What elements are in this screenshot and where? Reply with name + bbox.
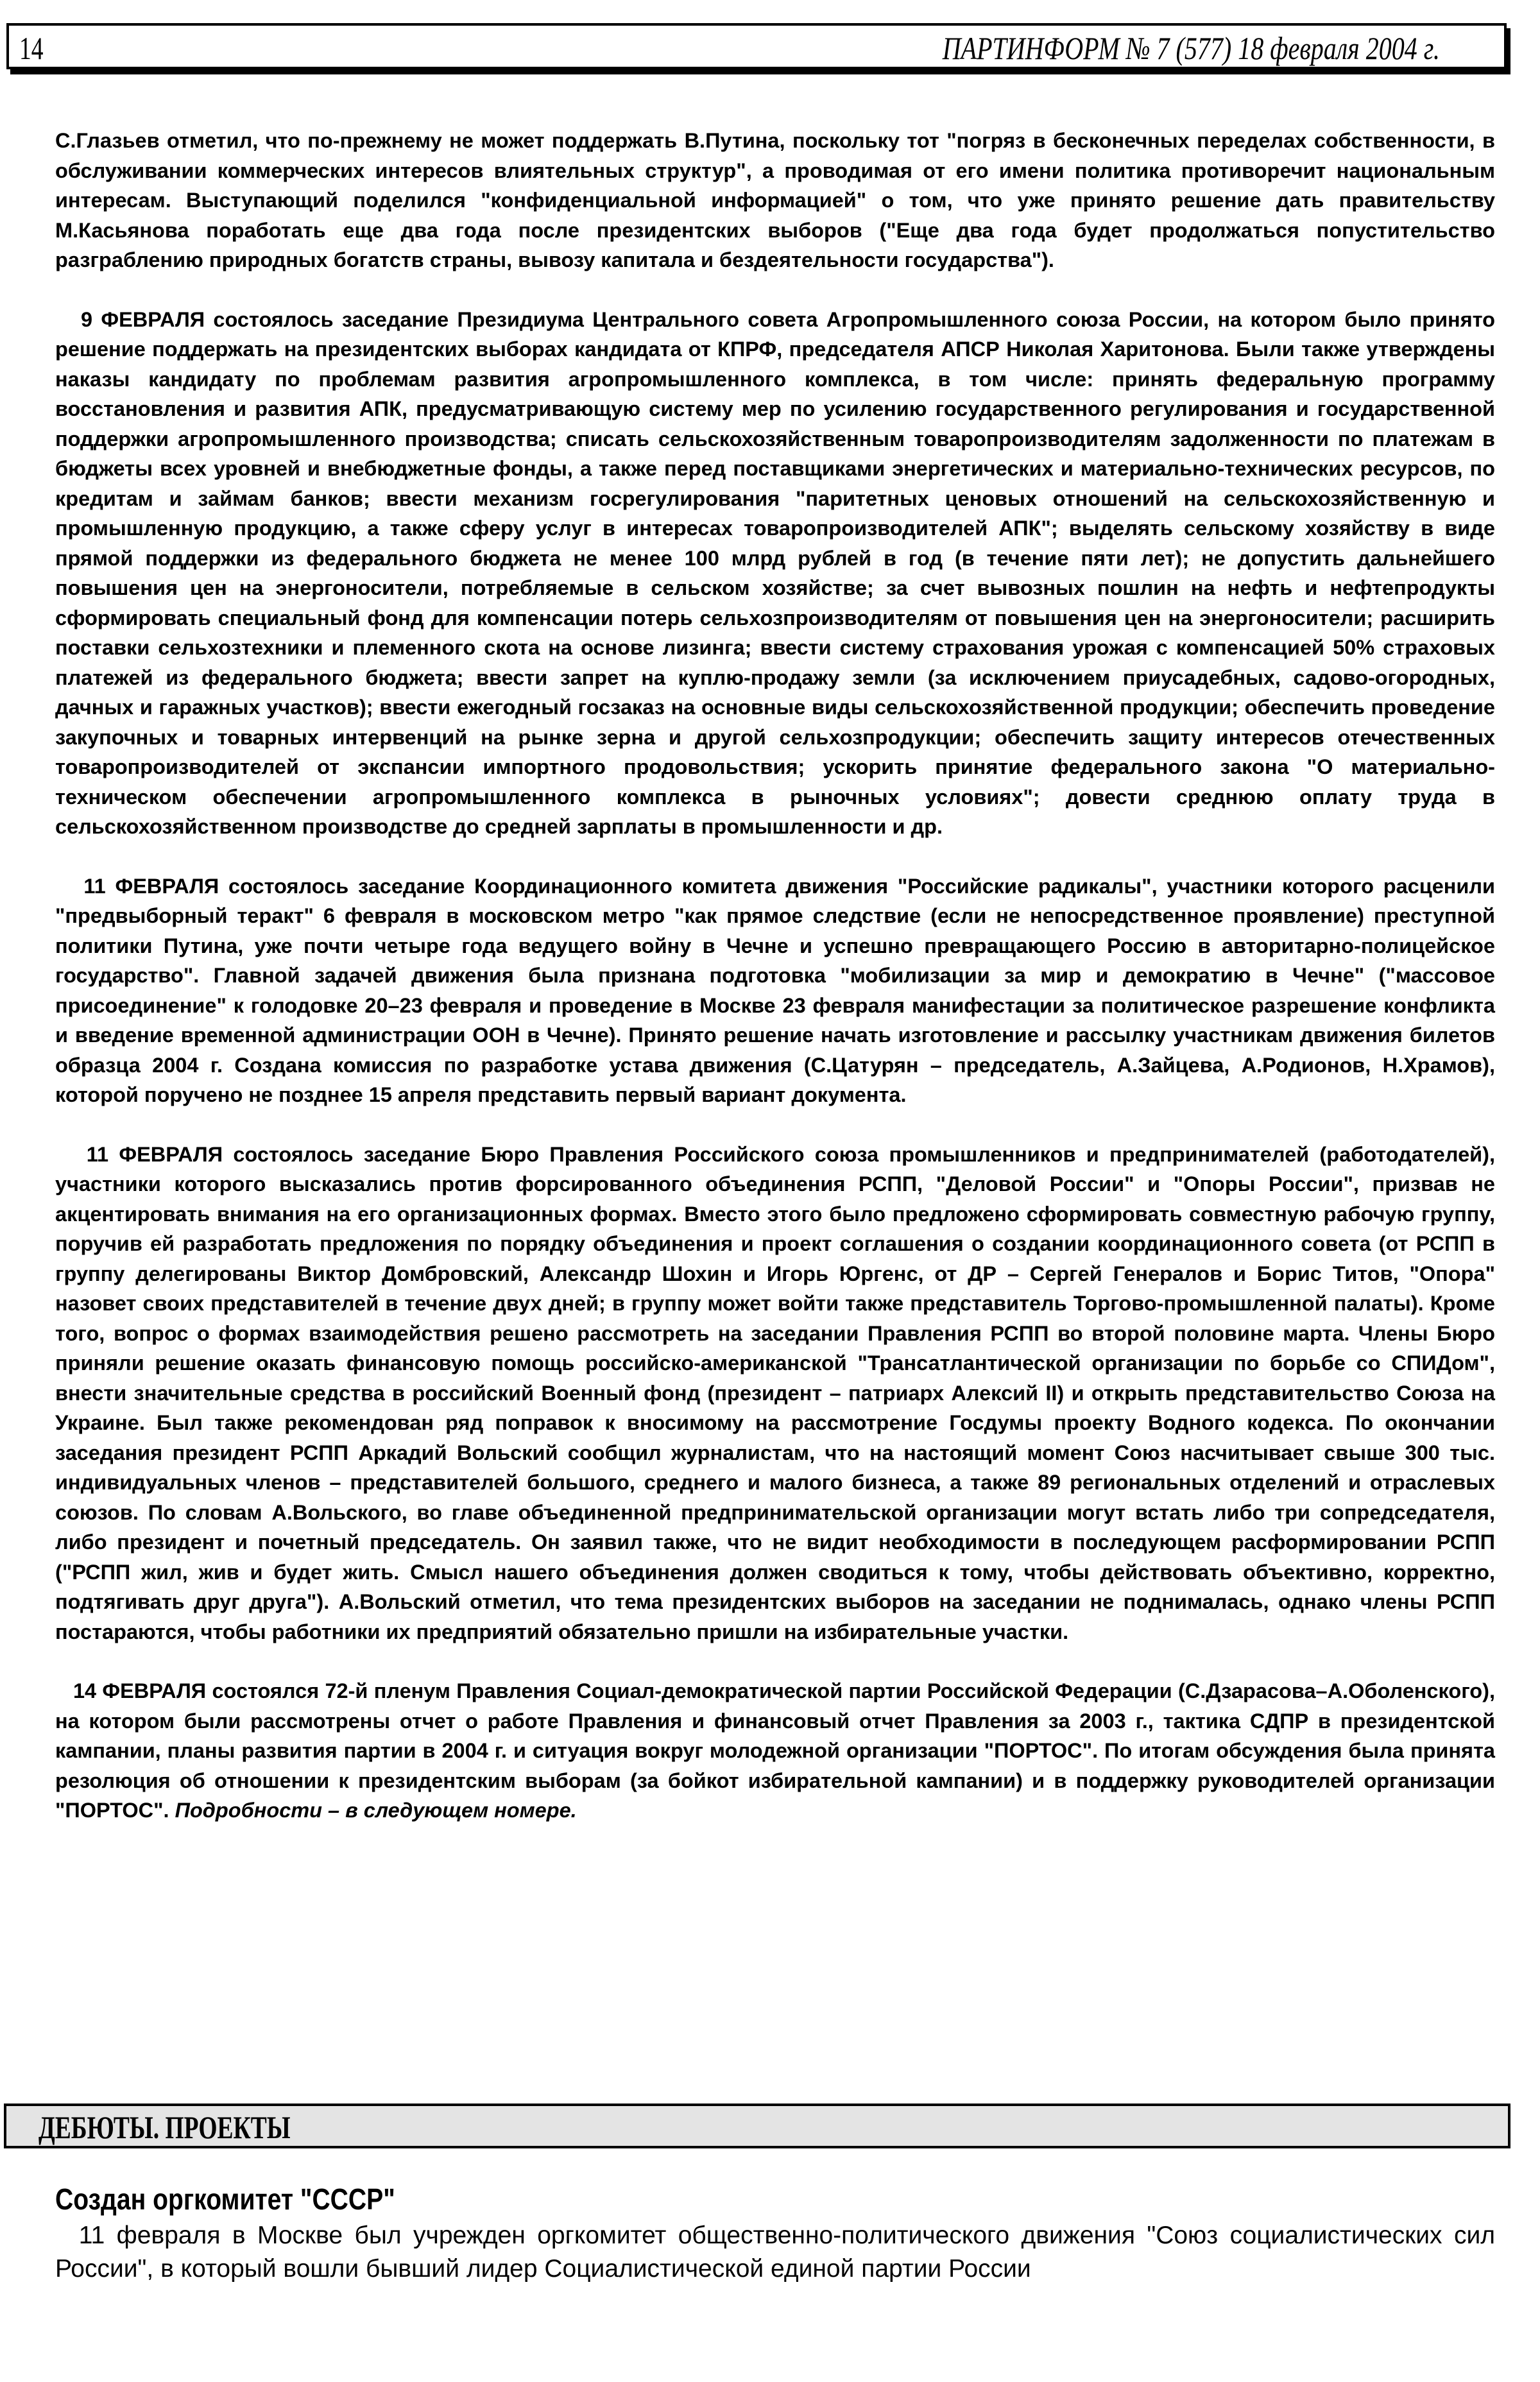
publication-title: ПАРТИНФОРМ № 7 (577) 18 февраля 2004 г. (942, 30, 1440, 66)
news-paragraph (55, 871, 1495, 1110)
section-banner (4, 2104, 1510, 2148)
date-lead: 14 ФЕВРАЛЯ (73, 1679, 207, 1702)
paragraph-text: состоялось заседание Президиума Центрального совета Агропромышленного союза России, на котором было принято решение поддержать на президентских выборах кандидата от КПРФ, председателя АПСР Николая Харитонова. Были также утверждены наказы кандидату по проблемам развития агропромышленного комплекса, в том числе: принять федеральную программу восстановления и развития АПК, предусматривающую систему мер по усилению государственного регулирования и государственной поддержки агропромышленного производства; списать сельскохозяйственным товаропроизводителям задолженности по платежам в бюджеты всех уровней и внебюджетные фонды, а также перед поставщиками энергетических и материально-технических ресурсов, по кредитам и займам банков; ввести механизм госрегулирования "паритетных ценовых отношений на сельскохозяйственную и промышленную продукцию, а также сферу услуг в интересах товаропроизводителей АПК"; выделять сельскому хозяйству в виде прямой поддержки из федерального бюджета не менее 100 млрд рублей в год (в течение пяти лет); не допустить дальнейшего повышения цен на энергоносители, потребляемые в сельском хозяйстве; за счет вывозных пошлин на нефть и нефтепродукты сформировать специальный фонд для компенсации потерь сельхозпроизводителям от повышения цен на энергоносители; расширить поставки сельхозтехники и племенного скота на основе лизинга; ввести систему страхования урожая с компенсацией 50% страховых платежей из федерального бюджета; ввести запрет на куплю-продажу земли (за исключением приусадебных, садово-огородных, дачных и гаражных участков); ввести ежегодный госзаказ на основные виды сельскохозяйственной продукции; обеспечить проведение закупочных и товарных интервенций на рынке зерна и другой сельхозпродукции; обеспечить защиту интересов отечественных товаропроизводителей от экспансии импортного продовольствия; ускорить принятие федерального закона "О материально-техническом обеспечении агропромышленного комплекса в рыночных условиях"; довести среднюю оплату труда в сельскохозяйственном производстве до средней зарплаты в промышленности и др. (55, 307, 1495, 838)
page-header (6, 23, 1507, 69)
paragraph-text: состоялось заседание Бюро Правления Российского союза промышленников и предпринимателей (работодателей), участники которого высказались против форсированного объединения РСПП, "Деловой России" и "Опоры России", призвав не акцентировать внимания на его организационных формах. Вместо этого было предложено сформировать совместную рабочую группу, поручив ей разработать предложения по порядку объединения и проект соглашения о создании координационного совета (от РСПП в группу делегированы Виктор Домбровский, Александр Шохин и Игорь Юргенс, от ДР – Сергей Генералов и Борис Титов, "Опора" назовет своих представителей в течение двух дней; в группу может войти также представитель Торгово-промышленной палаты). Кроме того, вопрос о формах взаимодействия решено рассмотреть на заседании Правления РСПП во второй половине марта. Члены Бюро приняли решение оказать финансовую помощь российско-американской "Трансатлантической организации по борьбе со СПИДом", внести значительные средства в российский Военный фонд (президент – патриарх Алексий II) и открыть представительство Союза на Украине. Был также рекомендован ряд поправок к вносимому на рассмотрение Госдумы проекту Водного кодекса. По окончании заседания президент РСПП Аркадий Вольский сообщил журналистам, что на настоящий момент Союз насчитывает свыше 300 тыс. индивидуальных членов – представителей большого, среднего и малого бизнеса, а также 89 региональных отделений и отраслевых союзов. По словам А.Вольского, во главе объединенной предпринимательской организации могут встать либо три сопредседателя, либо президент и почетный председатель. Он заявил также, что не видит необходимости в последующем расформировании РСПП ("РСПП жил, жив и будет жить. Смысл нашего объединения должен сводиться к тому, чтобы действовать объективно, корректно, подтягивать друг друга"). А.Вольский отметил, что тема президентских выборов на заседании не поднималась, однако члены РСПП постараются, чтобы работники их предприятий обязательно пришли на избирательные участки. (55, 1142, 1496, 1643)
date-lead: 11 ФЕВРАЛЯ (86, 1142, 223, 1166)
date-lead: 9 ФЕВРАЛЯ (80, 307, 205, 331)
article-body (55, 2219, 1495, 2286)
article-text: 11 февраля в Москве был учрежден оргкомитет общественно-политического движения "Союз социалистических сил России", в который вошли бывший лидер Социалистической единой партии России (55, 2222, 1495, 2283)
continued-note: Подробности – в следующем номере. (175, 1799, 577, 1822)
news-paragraph (55, 1140, 1495, 1647)
date-lead: 11 ФЕВРАЛЯ (83, 874, 219, 898)
news-paragraph (55, 305, 1495, 842)
paragraph-text: состоялся 72-й пленум Правления Социал-демократической партии Российской Федерации (С.Дзарасова–А.Оболенского), на котором были рассмотрены отчет о работе Правления и финансовый отчет Правления за 2003 г., тактика СДПР в президентской кампании, планы развития партии в 2004 г. и ситуация вокруг молодежной организации "ПОРТОС". По итогам обсуждения была принята резолюция об отношении к президентским выборам (за бойкот избирательной кампании) и в поддержку руководителей организации "ПОРТОС". (55, 1679, 1496, 1822)
paragraph-text: состоялось заседание Координационного комитета движения "Российские радикалы", участники которого расценили "предвыборный теракт" 6 февраля в московском метро "как прямое следствие (если не непосредственное проявление) преступной политики Путина, уже почти четыре года ведущего войну в Чечне и успешно превращающего Россию в авторитарно-полицейское государство". Главной задачей движения была признана подготовка "мобилизации за мир и демократию в Чечне" ("массовое присоединение" к голодовке 20–23 февраля и проведение в Москве 23 февраля манифестации за политическое разрешение конфликта и введение временной администрации ООН в Чечне). Принято решение начать изготовление и рассылку участникам движения билетов образца 2004 г. Создана комиссия по разработке устава движения (С.Цатурян – председатель, А.Зайцева, А.Родионов, Н.Храмов), которой поручено не позднее 15 апреля представить первый вариант документа. (55, 874, 1496, 1106)
news-body (55, 126, 1495, 1855)
section-title: ДЕБЮТЫ. ПРОЕКТЫ (38, 2109, 291, 2145)
paragraph-text: С.Глазьев отметил, что по-прежнему не может поддержать В.Путина, поскольку тот "погряз в бесконечных переделах собственности, в обслуживании коммерческих интересов влиятельных структур", а проводимая от его имени политика противоречит национальным интересам. Выступающий поделился "конфиденциальной информацией" о том, что уже принято решение дать правительству М.Касьянова поработать еще два года после президентских выборов ("Еще два года будет продолжаться попустительство разграблению природных богатств страны, вывозу капитала и бездеятельности государства"). (55, 129, 1495, 271)
article-title: Создан оргкомитет "СССР" (55, 2182, 395, 2216)
page-number: 14 (19, 30, 44, 66)
news-paragraph (55, 126, 1495, 275)
news-paragraph (55, 1676, 1495, 1826)
